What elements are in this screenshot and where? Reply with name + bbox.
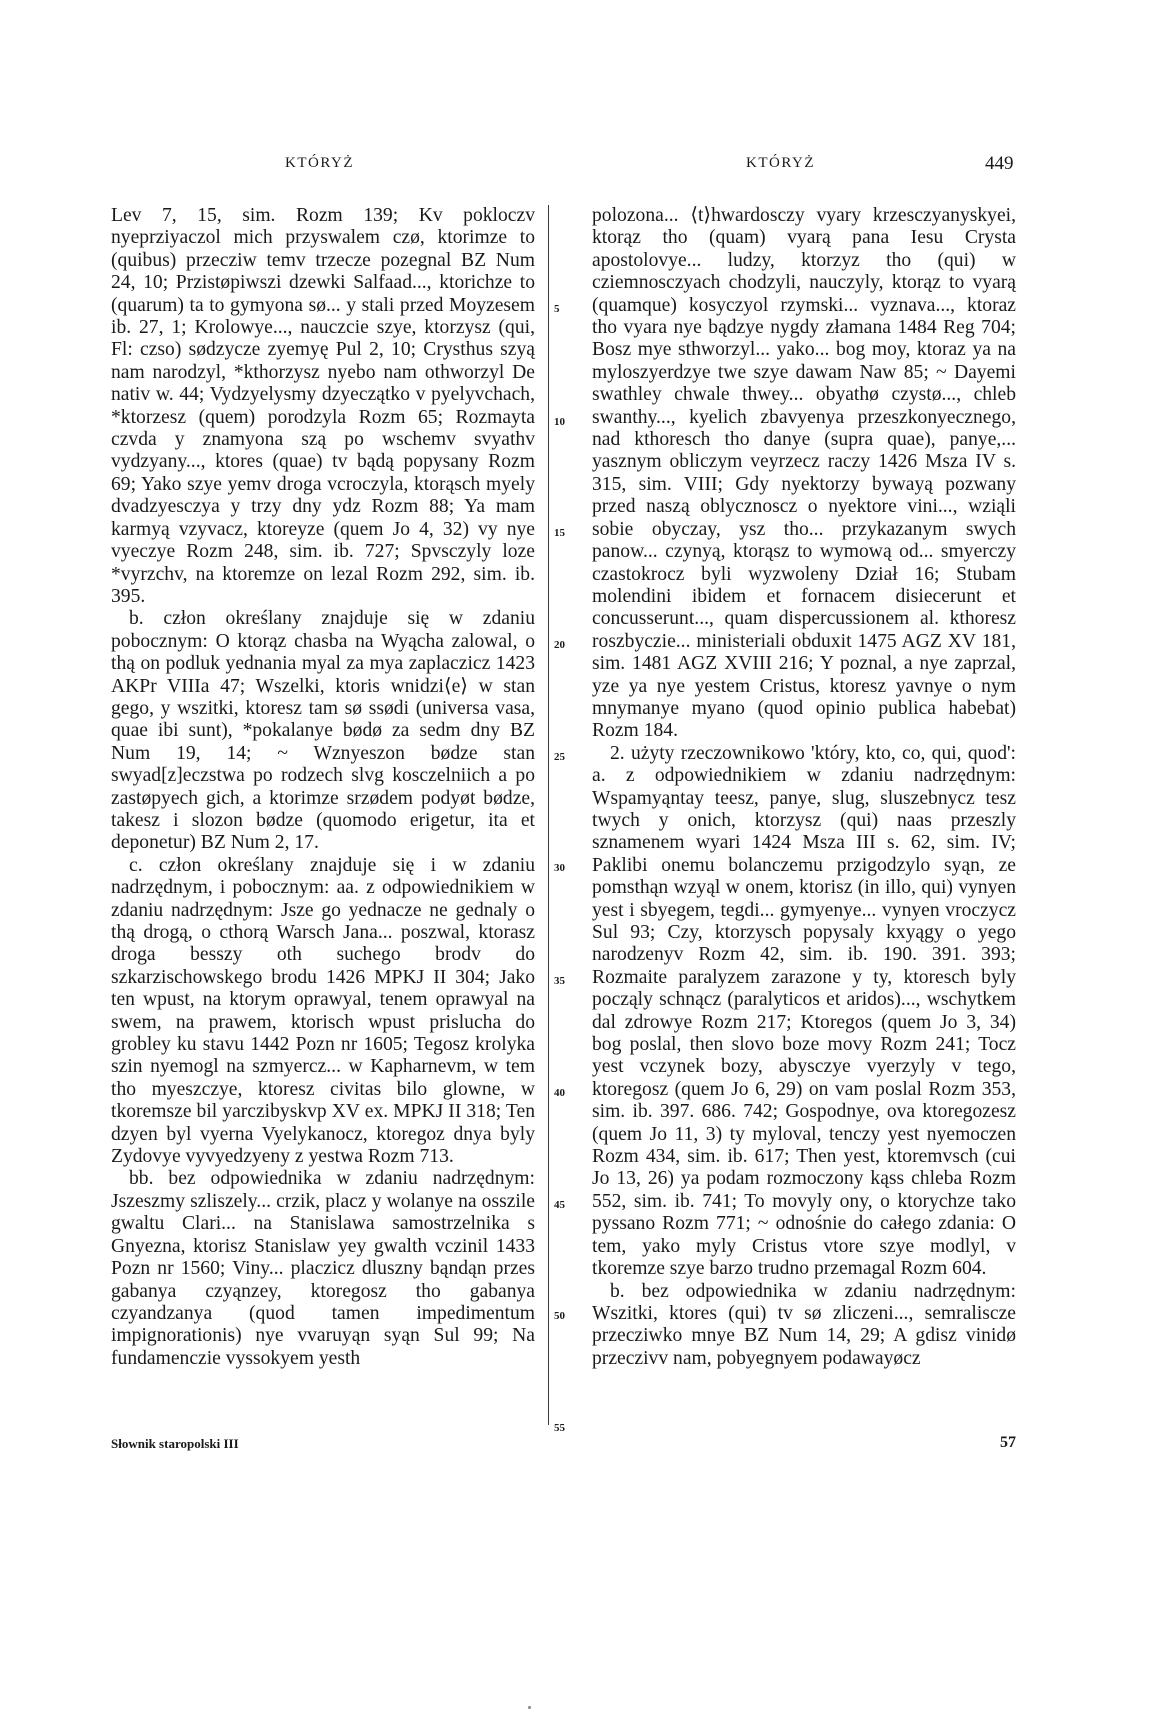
line-number: 15: [554, 527, 565, 539]
column-divider: [548, 205, 549, 1425]
line-number: 5: [554, 303, 560, 315]
line-number: 45: [554, 1199, 565, 1211]
line-number: 35: [554, 975, 565, 987]
right-running-header: KTÓRYŻ: [746, 155, 815, 171]
left-paragraph-1: Lev 7, 15, sim. Rozm 139; Kv pokloczv nyeprziyaczol mich przyswalem czø, ktorimze to (quibus) przecziw temv trzecze pozegnal BZ Num 24, 10; Przistøpiwszi dzewki Salfaad..., ktorichze to (quarum) ta to gymyona sø... y stali przed Moyzesem ib. 27, 1; Krolowye..., nauczcie szye, ktorzysz (qui, Fl: czso) sødzycze zyemyę Pul 2, 10; Crysthus szyą nam narodzyl, *kthorzysz nyebo nam othworzyl De nativ w. 44; Vydzyelysmy dzyeczątko v pyelyvchach, *ktorzesz (quem) porodzyla Rozm 65; Rozmayta czvda y znamyona szą po wschemv svyathv vydzyany..., ktores (quae) tv bądą popysany Rozm 69; Yako szye yemv droga vcroczyla, ktorąsch myely dvadzyesczya y trzy dny ydz Rozm 88; Ya mam karmyą vzyvacz, ktoreyze (quem Jo 4, 32) vy nye vyeczye Rozm 248, sim. ib. 727; Spvsczyly loze *vyrzchv, na ktoremze on lezal Rozm 292, sim. ib. 395.: [111, 205, 535, 607]
scan-speck: [528, 1706, 531, 1709]
left-paragraph-3: c. człon określany znajduje się i w zdaniu nadrzędnym, i pobocznym: aa. z odpowiednikiem w zdaniu nadrzędnym: Jsze go yednacze ne gednaly o thą drogą, o cthorą Warsch Jana... poszwal, ktorasz droga besszy oth suchego brodv do szkarzischowskego brodu 1426 MPKJ II 304; Jako ten wpust, na ktorym oprawyal, tenem oprawyal na swem, na prawem, ktorisch wpust prislucha do grobley ku stavu 1442 Pozn nr 1605; Tegosz krolyka szin nyemogl na szmyercz... w Kapharnevm, w tem tho myeszczye, ktoresz civitas bilo glowne, w tkoremsze bil yarczibyskvp XV ex. MPKJ II 318; Ten dzyen byl vyerna Vyelykanocz, ktoregoz dnya byly Zydovye vyvyedzyeny z yestwa Rozm 713.: [111, 854, 535, 1168]
line-number: 30: [554, 862, 565, 874]
line-number: 25: [554, 751, 565, 763]
right-paragraph-3: b. bez odpowiednika w zdaniu nadrzędnym: Wszitki, ktores (qui) tv sø zliczeni..., semraliscze przecziwko mnye BZ Num 14, 29; A gdisz vinidø przeczivv nam, pobyegnyem podawayøcz: [592, 1280, 1016, 1369]
footer-signature-number: 57: [1000, 1434, 1016, 1451]
page-number: 449: [985, 153, 1014, 174]
line-number: 55: [554, 1422, 565, 1434]
right-paragraph-1: polozona... ⟨t⟩hwardosczy vyary krzesczyanyskyei, ktorąz tho (quam) vyarą pana Iesu Crysta apostolovye... ludzy, ktorzyz tho (qui) w cziemnosczyach chodzyli, nauczyly, ktorąz to vyarą (quamque) kosyczyol rzymski... vyznava..., ktoraz tho vyara nye bądzye nygdy złamana 1484 Reg 704; Bosz mye sthworzyl... yako... bog moy, ktoraz ya na myloszyerdzye twe szye dawam Naw 85; ~ Dayemi swathley chwale thwey... obyathø czystø..., chleb swanthy..., kyelich zbavyenya przeszkonyecznego, nad kthoresch tho danye (supra quae), panye,... yasznym obliczym veyrzecz raczy 1426 Msza IV s. 315, sim. VIII; Gdy nyektorzy bywayą pozwany przed naszą oblycznoscz o nyektore vini..., wziąli sobie obyczay, ysz tho... przykazanym swych panow... czynyą, ktorąsz to wymową od... smyerczy czastokrocz byli wyzwoleny Dział 16; Stubam molendini ibidem et fornacem disiecerunt et concusserunt..., quam dispercussionem al. kthoresz roszbyczie... ministeriali obduxit 1475 AGZ XV 181, sim. 1481 AGZ XVIII 216; Y poznal, a nye zaprzal, yze ya nye yestem Cristus, ktoresz yavnye o nym mnymanye myano (quod opinio publica habebat) Rozm 184.: [592, 205, 1016, 742]
footer-publication-title: Słownik staropolski III: [111, 1436, 239, 1451]
left-running-header: KTÓRYŻ: [285, 155, 354, 171]
line-number: 50: [554, 1310, 565, 1322]
line-number: 20: [554, 639, 565, 651]
right-column: [592, 205, 1016, 1370]
line-number: 10: [554, 416, 565, 428]
line-number: 40: [554, 1087, 565, 1099]
right-paragraph-2: 2. użyty rzeczownikowo 'który, kto, co, qui, quod': a. z odpowiednikiem w zdaniu nadrzędnym: Wspamyąntay teesz, panye, slug, sluszebnycz tesz twych y onich, ktorzysz (qui) naas przeszly sznamenem wyari 1424 Msza III s. 62, sim. IV; Paklibi onemu bolanczemu przigodzylo syąn, ze pomsthąn wzyąl w onem, ktorisz (in illo, qui) vynyen yest i sbyegem, tegdi... gymyenye... vynyen vroczycz Sul 93; Czy, ktorzysch popysaly kxyągy o yego narodzenyv Rozm 42, sim. ib. 190. 391. 393; Rozmaite paralyzem zarazone y ty, ktoresch byly począly schnącz (paralyticos et aridos)..., wschytkem dal zdrowye Rozm 217; Ktoregos (quem Jo 3, 34) bog poslal, then slovo boze movy Rozm 241; Tocz yest vczynek bozy, abysczye vyerzyly v tego, ktoregosz (quem Jo 6, 29) on vam poslal Rozm 353, sim. ib. 397. 686. 742; Gospodnye, ova ktoregozesz (quem Jo 11, 3) ty myloval, tenczy yest nyemoczen Rozm 434, sim. ib. 617; Then yest, ktoremvsch (cui Jo 13, 26) ya podam rozmoczony kąss chleba Rozm 552, sim. ib. 741; To movyly ony, o ktorychze tako pyssano Rozm 771; ~ odnośnie do całego zdania: O tem, yako myly Cristus vtore szye modlyl, v tkoremze szye barzo trudno przemagal Rozm 604.: [592, 742, 1016, 1280]
left-paragraph-4: bb. bez odpowiednika w zdaniu nadrzędnym: Jszeszmy szliszely... crzik, placz y wolanye na osszile gwaltu Clari... na Stanislawa samostrzelnika s Gnyezna, ktorisz Stanislaw yey gwalth vczinil 1433 Pozn nr 1560; Viny... placzicz dluszny bąndąn przes gabanya czyąnzey, ktoregosz tho gabanya czyandzanya (quod tamen impedimentum impignorationis) nye vvaruyąn syąn Sul 99; Na fundamenczie vyssokyem yesth: [111, 1168, 535, 1369]
left-paragraph-2: b. człon określany znajduje się w zdaniu pobocznym: O ktorąz chasba na Wyącha zalowal, o thą on podluk yednania myal za mya zaplaczicz 1423 AKPr VIIIa 47; Wszelki, ktoris wnidzi⟨e⟩ w stan gego, y wszitki, ktoresz tam sø ssødi (universa vasa, quae ibi sunt), *pokalanye bødø za sedm dny BZ Num 19, 14; ~ Wznyeszon bødze stan swyad[z]eczstwa po rodzech slvg kosczelniich a po zastøpyech gich, a ktorimze srzødem podyøt bødze, takesz i slozon bødze (quomodo erigetur, ita et deponetur) BZ Num 2, 17.: [111, 608, 535, 854]
left-column: [111, 205, 535, 1370]
